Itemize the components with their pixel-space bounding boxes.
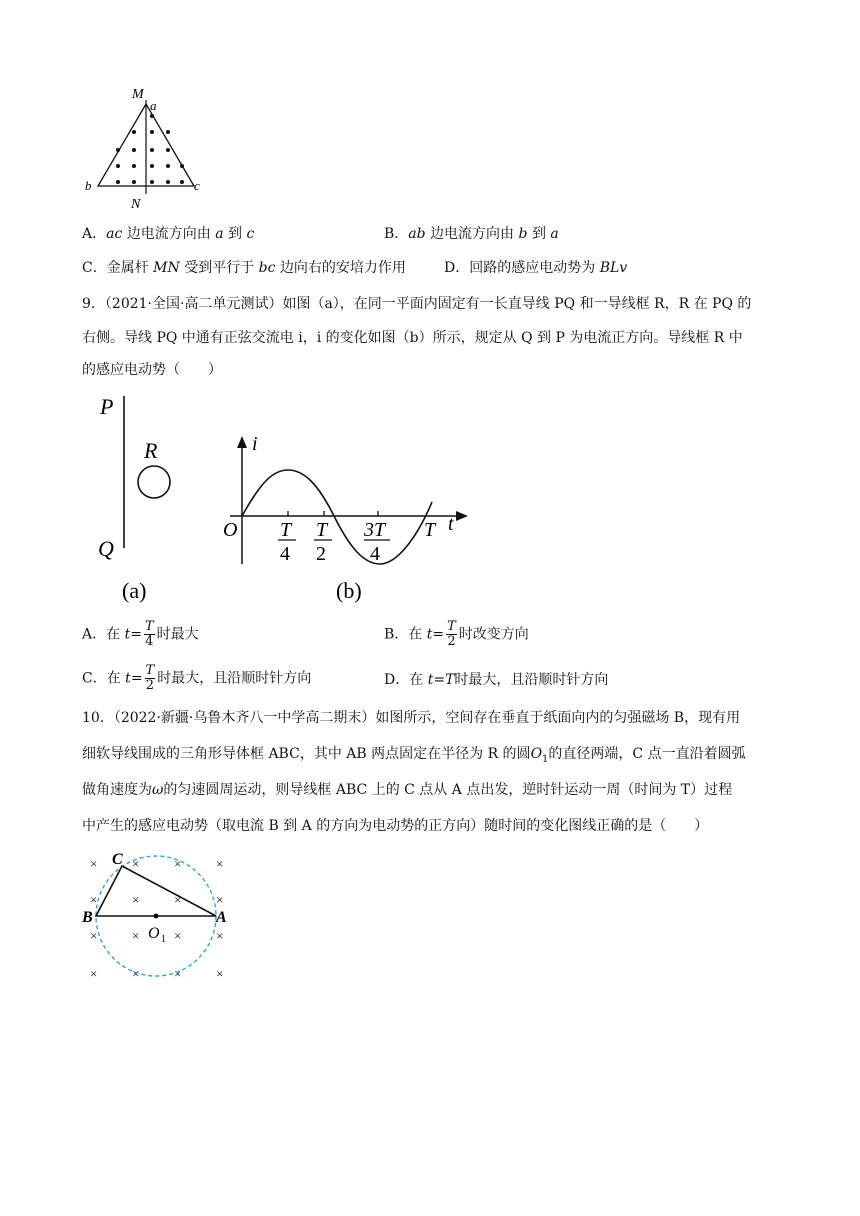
caption-a: (a) <box>122 578 147 603</box>
triangle-abc <box>96 866 216 916</box>
q10-stem-line4: 中产生的感应电动势（取电流 B 到 A 的方向为电动势的正方向）随时间的变化图线正确的是（ ） <box>82 818 709 834</box>
label-b: b <box>85 178 92 193</box>
label-B: B <box>82 909 93 926</box>
q9-option-d: D．在 t=T时最大，且沿顺时针方向 <box>384 672 609 688</box>
loop-r <box>138 466 170 498</box>
q10-stem-line3: 做角速度为ω的匀速圆周运动，则导线框 ABC 上的 C 点从 A 点出发，逆时针运动一周（时间为 T）过程 <box>82 782 733 798</box>
label-C: C <box>112 851 123 868</box>
label-i: i <box>252 433 258 455</box>
label-R: R <box>144 438 158 463</box>
q10-stem-line2: 细软导线围成的三角形导体框 ABC，其中 AB 两点固定在半径为 R 的圆$O_1$的直径两端，C 点一直沿着圆弧 <box>82 746 746 765</box>
q9-option-c: C．在 t= $\frac{T}{2}$ 时最大，且沿顺时针方向 <box>82 663 312 693</box>
axis-t-arrow <box>456 511 468 521</box>
cross: × <box>90 856 98 871</box>
cross: × <box>174 966 182 981</box>
tick-label-T: T <box>424 519 436 541</box>
q9-stem-line3: 的感应电动势（ ） <box>82 362 222 378</box>
cross: × <box>90 892 98 907</box>
q9-option-a: A．在 t= $\frac{T}{4}$ 时最大 <box>82 619 199 649</box>
q9-option-b: B．在 t= $\frac{T}{2}$ 时改变方向 <box>384 619 529 649</box>
magnetic-field-dots <box>116 114 184 184</box>
cross: × <box>132 966 140 981</box>
label-O: O <box>223 519 238 541</box>
tick-label-3t4-num: 3T <box>364 519 386 541</box>
cross: × <box>174 892 182 907</box>
label-P: P <box>100 394 114 419</box>
tick-label-t2-den: 2 <box>316 543 326 565</box>
cross: × <box>216 928 224 943</box>
caption-b: (b) <box>336 578 362 603</box>
cross: × <box>90 966 98 981</box>
q8-option-c: C．金属杆 MN 受到平行于 bc 边向右的安培力作用 <box>82 260 406 276</box>
cross: × <box>132 856 140 871</box>
q10-figure <box>82 846 242 986</box>
cross: × <box>216 856 224 871</box>
label-a: a <box>150 98 157 113</box>
tick-label-t2-num: T <box>316 519 328 541</box>
center-dot <box>154 914 159 919</box>
label-t: t <box>448 513 454 535</box>
cross: × <box>132 928 140 943</box>
sine-curve <box>242 470 432 564</box>
tick-label-3t4-den: 4 <box>370 543 380 565</box>
tick-label-t4-num: T <box>280 519 292 541</box>
label-Q: Q <box>98 536 114 561</box>
cross: × <box>174 928 182 943</box>
axis-i-arrow <box>237 436 247 448</box>
q9-stem-line2: 右侧。导线 PQ 中通有正弦交流电 i，i 的变化如图（b）所示，规定从 Q 到 P 为电流正方向。导线框 R 中 <box>82 330 743 346</box>
q8-option-d: D．回路的感应电动势为 BLv <box>444 260 628 276</box>
cross: × <box>90 928 98 943</box>
label-O1: O <box>148 925 160 942</box>
label-N: N <box>131 197 141 212</box>
cross: × <box>132 892 140 907</box>
label-M: M <box>132 87 144 102</box>
field-crosses <box>90 856 223 981</box>
q8-triangle-figure <box>82 82 212 214</box>
q8-option-b: B．ab 边电流方向由 b 到 a <box>384 226 559 242</box>
cross: × <box>174 856 182 871</box>
q9-figure-b <box>220 432 480 608</box>
q10-stem-line1: 10．（2022·新疆·乌鲁木齐八一中学高二期末）如图所示，空间存在垂直于纸面向内的匀强磁场 B，现有用 <box>82 710 741 726</box>
label-A: A <box>216 909 227 926</box>
q9-stem-line1: 9．（2021·全国·高二单元测试）如图（a），在同一平面内固定有一长直导线 PQ 和一导线框 R，R 在 PQ 的 <box>82 296 752 312</box>
cross: × <box>216 966 224 981</box>
label-c: c <box>194 178 200 193</box>
label-O1-sub: 1 <box>161 934 166 945</box>
q8-option-a: A．ac 边电流方向由 a 到 c <box>82 226 255 242</box>
q9-figure-a <box>90 392 200 608</box>
cross: × <box>216 892 224 907</box>
tick-label-t4-den: 4 <box>280 543 290 565</box>
